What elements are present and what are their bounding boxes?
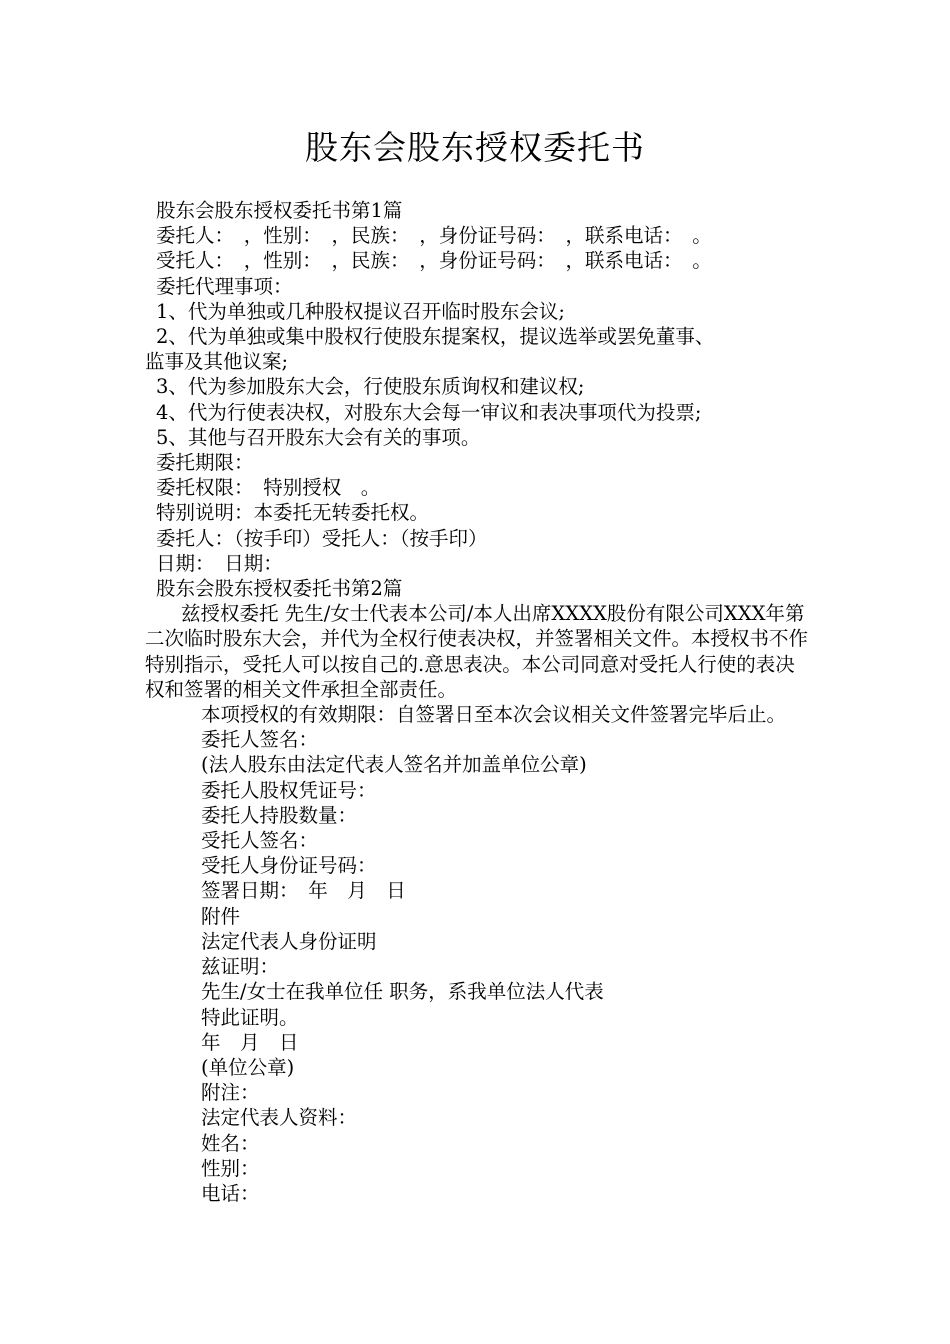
matter-item-3: 3、代为参加股东大会，行使股东质询权和建议权; [156,375,585,399]
matter-item-4: 4、代为行使表决权，对股东大会每一审议和表决事项代为投票; [156,400,702,424]
matter-item-5: 5、其他与召开股东大会有关的事项。 [156,425,481,449]
document-title: 股东会股东授权委托书 [305,128,645,167]
signature-line: 委托人：（按手印）受托人：（按手印） [156,526,488,550]
agent-line: 受托人： ，性别： ，民族： ，身份证号码： ，联系电话： 。 [156,249,712,273]
matter-item-1: 1、代为单独或几种股权提议召开临时股东会议; [156,299,565,323]
note-label: 附注： [201,1081,260,1105]
section2-paragraph-1: 兹授权委托 先生/女士代表本公司/本人出席XXXX股份有限公司XXX年第二次临时股东大会，并代为全权行使表决权，并签署相关文件。本授权书不作特别指示，受托人可以按自己的.意思表决。本公司同意对受托人行使的表决权和签署的相关文件承担全部责任。 [145,602,809,701]
field-principal-signature: 委托人签名： [201,728,319,752]
certify-date: 年 月 日 [201,1030,299,1054]
rep-info-label: 法定代表人资料： [201,1106,358,1130]
field-agent-signature: 受托人签名： [201,829,319,853]
principal-line: 委托人： ，性别： ，民族： ，身份证号码： ，联系电话： 。 [156,224,712,248]
rep-gender: 性别： [201,1156,260,1180]
field-equity-cert: 委托人股权凭证号： [201,778,377,802]
authority-line: 委托权限： 特别授权 。 [156,476,381,500]
certify-text: 先生/女士在我单位任 职务，系我单位法人代表 [201,980,604,1004]
attachment-title: 法定代表人身份证明 [201,929,377,953]
section2-paragraph-2: 本项授权的有效期限：自签署日至本次会议相关文件签署完毕后止。 [201,703,787,727]
certify-closing: 特此证明。 [201,1005,299,1029]
matter-item-2-cont: 监事及其他议案; [145,350,289,374]
special-note: 特别说明：本委托无转委托权。 [156,501,430,525]
matter-item-2: 2、代为单独或集中股权行使股东提案权，提议选举或罢免董事、 [156,325,715,349]
field-sign-date: 签署日期： 年 月 日 [201,879,406,903]
document-body [145,198,810,1206]
matters-label: 委托代理事项： [156,274,293,298]
term-label: 委托期限： [156,451,254,475]
rep-phone: 电话： [201,1181,260,1205]
rep-name: 姓名： [201,1131,260,1155]
section1-heading: 股东会股东授权委托书第1篇 [156,199,403,222]
certify-label: 兹证明： [201,955,280,979]
date-line: 日期： 日期： [156,551,283,575]
unit-seal: (单位公章) [201,1055,295,1079]
field-legal-note: (法人股东由法定代表人签名并加盖单位公章) [201,753,587,777]
field-shares-held: 委托人持股数量： [201,803,358,827]
attachment-label: 附件 [201,904,241,928]
section2-heading: 股东会股东授权委托书第2篇 [156,577,403,601]
field-agent-id: 受托人身份证号码： [201,854,377,878]
